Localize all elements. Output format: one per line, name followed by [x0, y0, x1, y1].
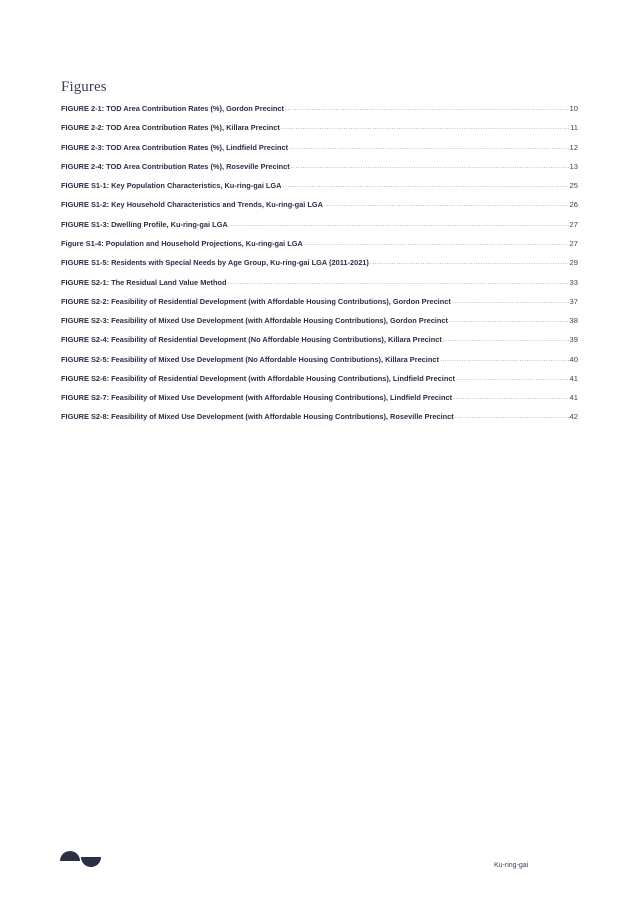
dot-leader: [324, 201, 569, 208]
toc-entry-title: FIGURE S1-3: Dwelling Profile, Ku-ring-gai LGA: [61, 219, 228, 229]
toc-entry[interactable]: [61, 138, 578, 157]
toc-entry-page: 26: [569, 200, 578, 210]
toc-entry-page: 25: [569, 181, 578, 191]
toc-entry-page: 29: [569, 258, 578, 268]
toc-entry-page: 10: [569, 104, 578, 114]
toc-entry[interactable]: [61, 215, 578, 234]
dot-leader: [456, 375, 569, 382]
toc-entry-page: 12: [569, 142, 578, 152]
toc-entry-page: 11: [570, 123, 578, 133]
toc-entry-page: 39: [569, 335, 578, 345]
toc-entry-title: FIGURE S2-6: Feasibility of Residential Development (with Affordable Housing Contributions), Lindfield Precinct: [61, 373, 455, 383]
toc-entry-page: 40: [569, 354, 578, 364]
toc-entry[interactable]: [61, 388, 578, 407]
toc-entry-page: 41: [569, 373, 578, 383]
toc-entry-title: FIGURE S2-2: Feasibility of Residential Development (with Affordable Housing Contributions), Gordon Precinct: [61, 296, 451, 306]
toc-entry-title: FIGURE 2-3: TOD Area Contribution Rates (%), Lindfield Precinct: [61, 142, 289, 152]
dot-leader: [449, 317, 569, 324]
dot-leader: [228, 279, 569, 286]
dot-leader: [281, 124, 569, 131]
toc-entry-page: 13: [569, 161, 578, 171]
toc-entry-title: FIGURE S2-3: Feasibility of Mixed Use Development (with Affordable Housing Contributions), Gordon Precinct: [61, 316, 448, 326]
toc-entry[interactable]: [61, 195, 578, 214]
dot-leader: [455, 413, 569, 420]
toc-entry[interactable]: [61, 253, 578, 272]
toc-entry-title: FIGURE 2-1: TOD Area Contribution Rates (%), Gordon Precinct: [61, 104, 284, 114]
toc-entry-page: 33: [569, 277, 578, 287]
dot-leader: [285, 105, 569, 112]
toc-entry-title: Figure S1-4: Population and Household Projections, Ku-ring-gai LGA: [61, 238, 303, 248]
toc-entry-page: 37: [569, 296, 578, 306]
dot-leader: [283, 182, 569, 189]
toc-entry-title: FIGURE S2-5: Feasibility of Mixed Use Development (No Affordable Housing Contributions), Killara Precinct: [61, 354, 439, 364]
toc-entry-title: FIGURE 2-4: TOD Area Contribution Rates (%), Roseville Precinct: [61, 161, 290, 171]
section-heading: Figures: [61, 79, 107, 95]
dot-leader: [452, 298, 569, 305]
toc-entry[interactable]: [61, 349, 578, 368]
toc-entry[interactable]: [61, 234, 578, 253]
dot-leader: [440, 356, 569, 363]
footer-label: Ku-ring-gai: [494, 862, 529, 869]
toc-entry-title: FIGURE S2-1: The Residual Land Value Method: [61, 277, 227, 287]
toc-entry-title: FIGURE S2-7: Feasibility of Mixed Use Development (with Affordable Housing Contributions), Lindfield Precinct: [61, 393, 453, 403]
toc-entry[interactable]: [61, 330, 578, 349]
toc-entry[interactable]: [61, 311, 578, 330]
dot-leader: [304, 240, 569, 247]
toc-entry-title: FIGURE 2-2: TOD Area Contribution Rates (%), Killara Precinct: [61, 123, 280, 133]
ku-ring-gai-logo: [60, 849, 102, 869]
toc-entry-page: 41: [569, 393, 578, 403]
dot-leader: [453, 394, 568, 401]
toc-entry[interactable]: [61, 407, 578, 426]
toc-entry[interactable]: [61, 99, 578, 118]
toc-entry[interactable]: [61, 272, 578, 291]
dot-leader: [229, 221, 569, 228]
figures-list: [61, 99, 578, 427]
toc-entry-title: FIGURE S1-2: Key Household Characteristics and Trends, Ku-ring-gai LGA: [61, 200, 324, 210]
toc-entry-page: 27: [569, 238, 578, 248]
toc-entry[interactable]: [61, 292, 578, 311]
toc-entry-page: 27: [569, 219, 578, 229]
toc-entry[interactable]: [61, 369, 578, 388]
toc-entry-page: 42: [569, 412, 578, 422]
dot-leader: [443, 336, 569, 343]
toc-entry-title: FIGURE S2-8: Feasibility of Mixed Use Development (with Affordable Housing Contributions), Roseville Precinct: [61, 412, 454, 422]
dot-leader: [289, 144, 568, 151]
toc-entry[interactable]: [61, 118, 578, 137]
toc-entry-title: FIGURE S1-5: Residents with Special Needs by Age Group, Ku-ring-gai LGA (2011-2021): [61, 258, 369, 268]
toc-entry[interactable]: [61, 176, 578, 195]
toc-entry[interactable]: [61, 157, 578, 176]
toc-entry-title: FIGURE S2-4: Feasibility of Residential Development (No Affordable Housing Contributions), Killara Precinct: [61, 335, 442, 345]
toc-entry-page: 38: [569, 316, 578, 326]
dot-leader: [291, 163, 569, 170]
toc-entry-title: FIGURE S1-1: Key Population Characteristics, Ku-ring-gai LGA: [61, 181, 282, 191]
dot-leader: [370, 259, 569, 266]
